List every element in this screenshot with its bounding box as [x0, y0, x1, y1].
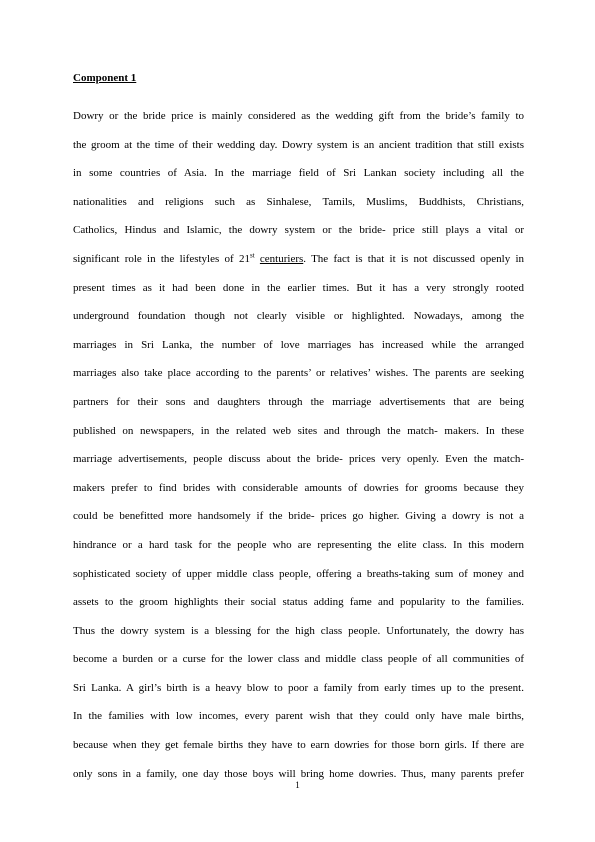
page-number: 1 [295, 780, 300, 790]
paragraph-line: Thus the dowry system is a blessing for the high class people. Unfortunately, the dowry has [73, 624, 524, 637]
section-heading: Component 1 [73, 72, 137, 84]
paragraph-line: makers prefer to find brides with considerable amounts of dowries for grooms because they [73, 481, 524, 494]
ordinal-suffix: st [249, 251, 255, 260]
paragraph-line: marriage advertisements, people discuss about the bride- prices very openly. Even the match- [73, 453, 524, 466]
paragraph-line: present times as it had been done in the earlier times. But it has a very strongly rooted [73, 281, 524, 294]
paragraph-line: Dowry or the bride price is mainly considered as the wedding gift from the bride’s family to [73, 110, 524, 122]
body-paragraph [73, 102, 524, 788]
paragraph-line: In the families with low incomes, every parent wish that they could only have male births, [73, 710, 524, 723]
line-text: significant role in the lifestyles of 21 [73, 252, 250, 265]
paragraph-line: become a burden or a curse for the lower class and middle class people of all communities of [73, 653, 524, 666]
paragraph-line: marriages also take place according to the parents’ or relatives’ wishes. The parents are seeking [73, 367, 524, 380]
paragraph-line: in some countries of Asia. In the marriage field of Sri Lankan society including all the [73, 167, 524, 180]
underlined-word: centuriers [259, 252, 304, 265]
paragraph-line: because when they get female births they have to earn dowries for those born girls. If there are [73, 739, 524, 752]
paragraph-line: nationalities and religions such as Sinhalese, Tamils, Muslims, Buddhists, Christians, [73, 195, 524, 208]
paragraph-line: Catholics, Hindus and Islamic, the dowry system or the bride- price still plays a vital or [73, 224, 524, 237]
paragraph-line: partners for their sons and daughters through the marriage advertisements that are being [73, 395, 524, 408]
paragraph-line: could be benefitted more handsomely if the bride- prices go higher. Giving a dowry is not a [73, 510, 524, 523]
paragraph-line: marriages in Sri Lanka, the number of love marriages has increased while the arranged [73, 338, 524, 351]
line-text: . The fact is that it is not discussed openly in [303, 252, 525, 265]
paragraph-line: underground foundation though not clearly visible or highlighted. Nowadays, among the [73, 310, 524, 323]
paragraph-line: sophisticated society of upper middle class people, offering a breaths-taking sum of money and [73, 567, 524, 580]
paragraph-line [73, 245, 524, 274]
paragraph-line: the groom at the time of their wedding day. Dowry system is an ancient tradition that still exists [73, 138, 524, 151]
paragraph-line: Sri Lanka. A girl’s birth is a heavy blow to poor a family from early times up to the present. [73, 681, 524, 694]
paragraph-line: published on newspapers, in the related web sites and through the match- makers. In these [73, 424, 524, 437]
paragraph-line: hindrance or a hard task for the people who are representing the elite class. In this modern [73, 538, 524, 551]
paragraph-line: assets to the groom highlights their social status adding fame and popularity to the families. [73, 596, 524, 609]
paragraph-line: only sons in a family, one day those boys will bring home dowries. Thus, many parents prefer [73, 767, 524, 780]
